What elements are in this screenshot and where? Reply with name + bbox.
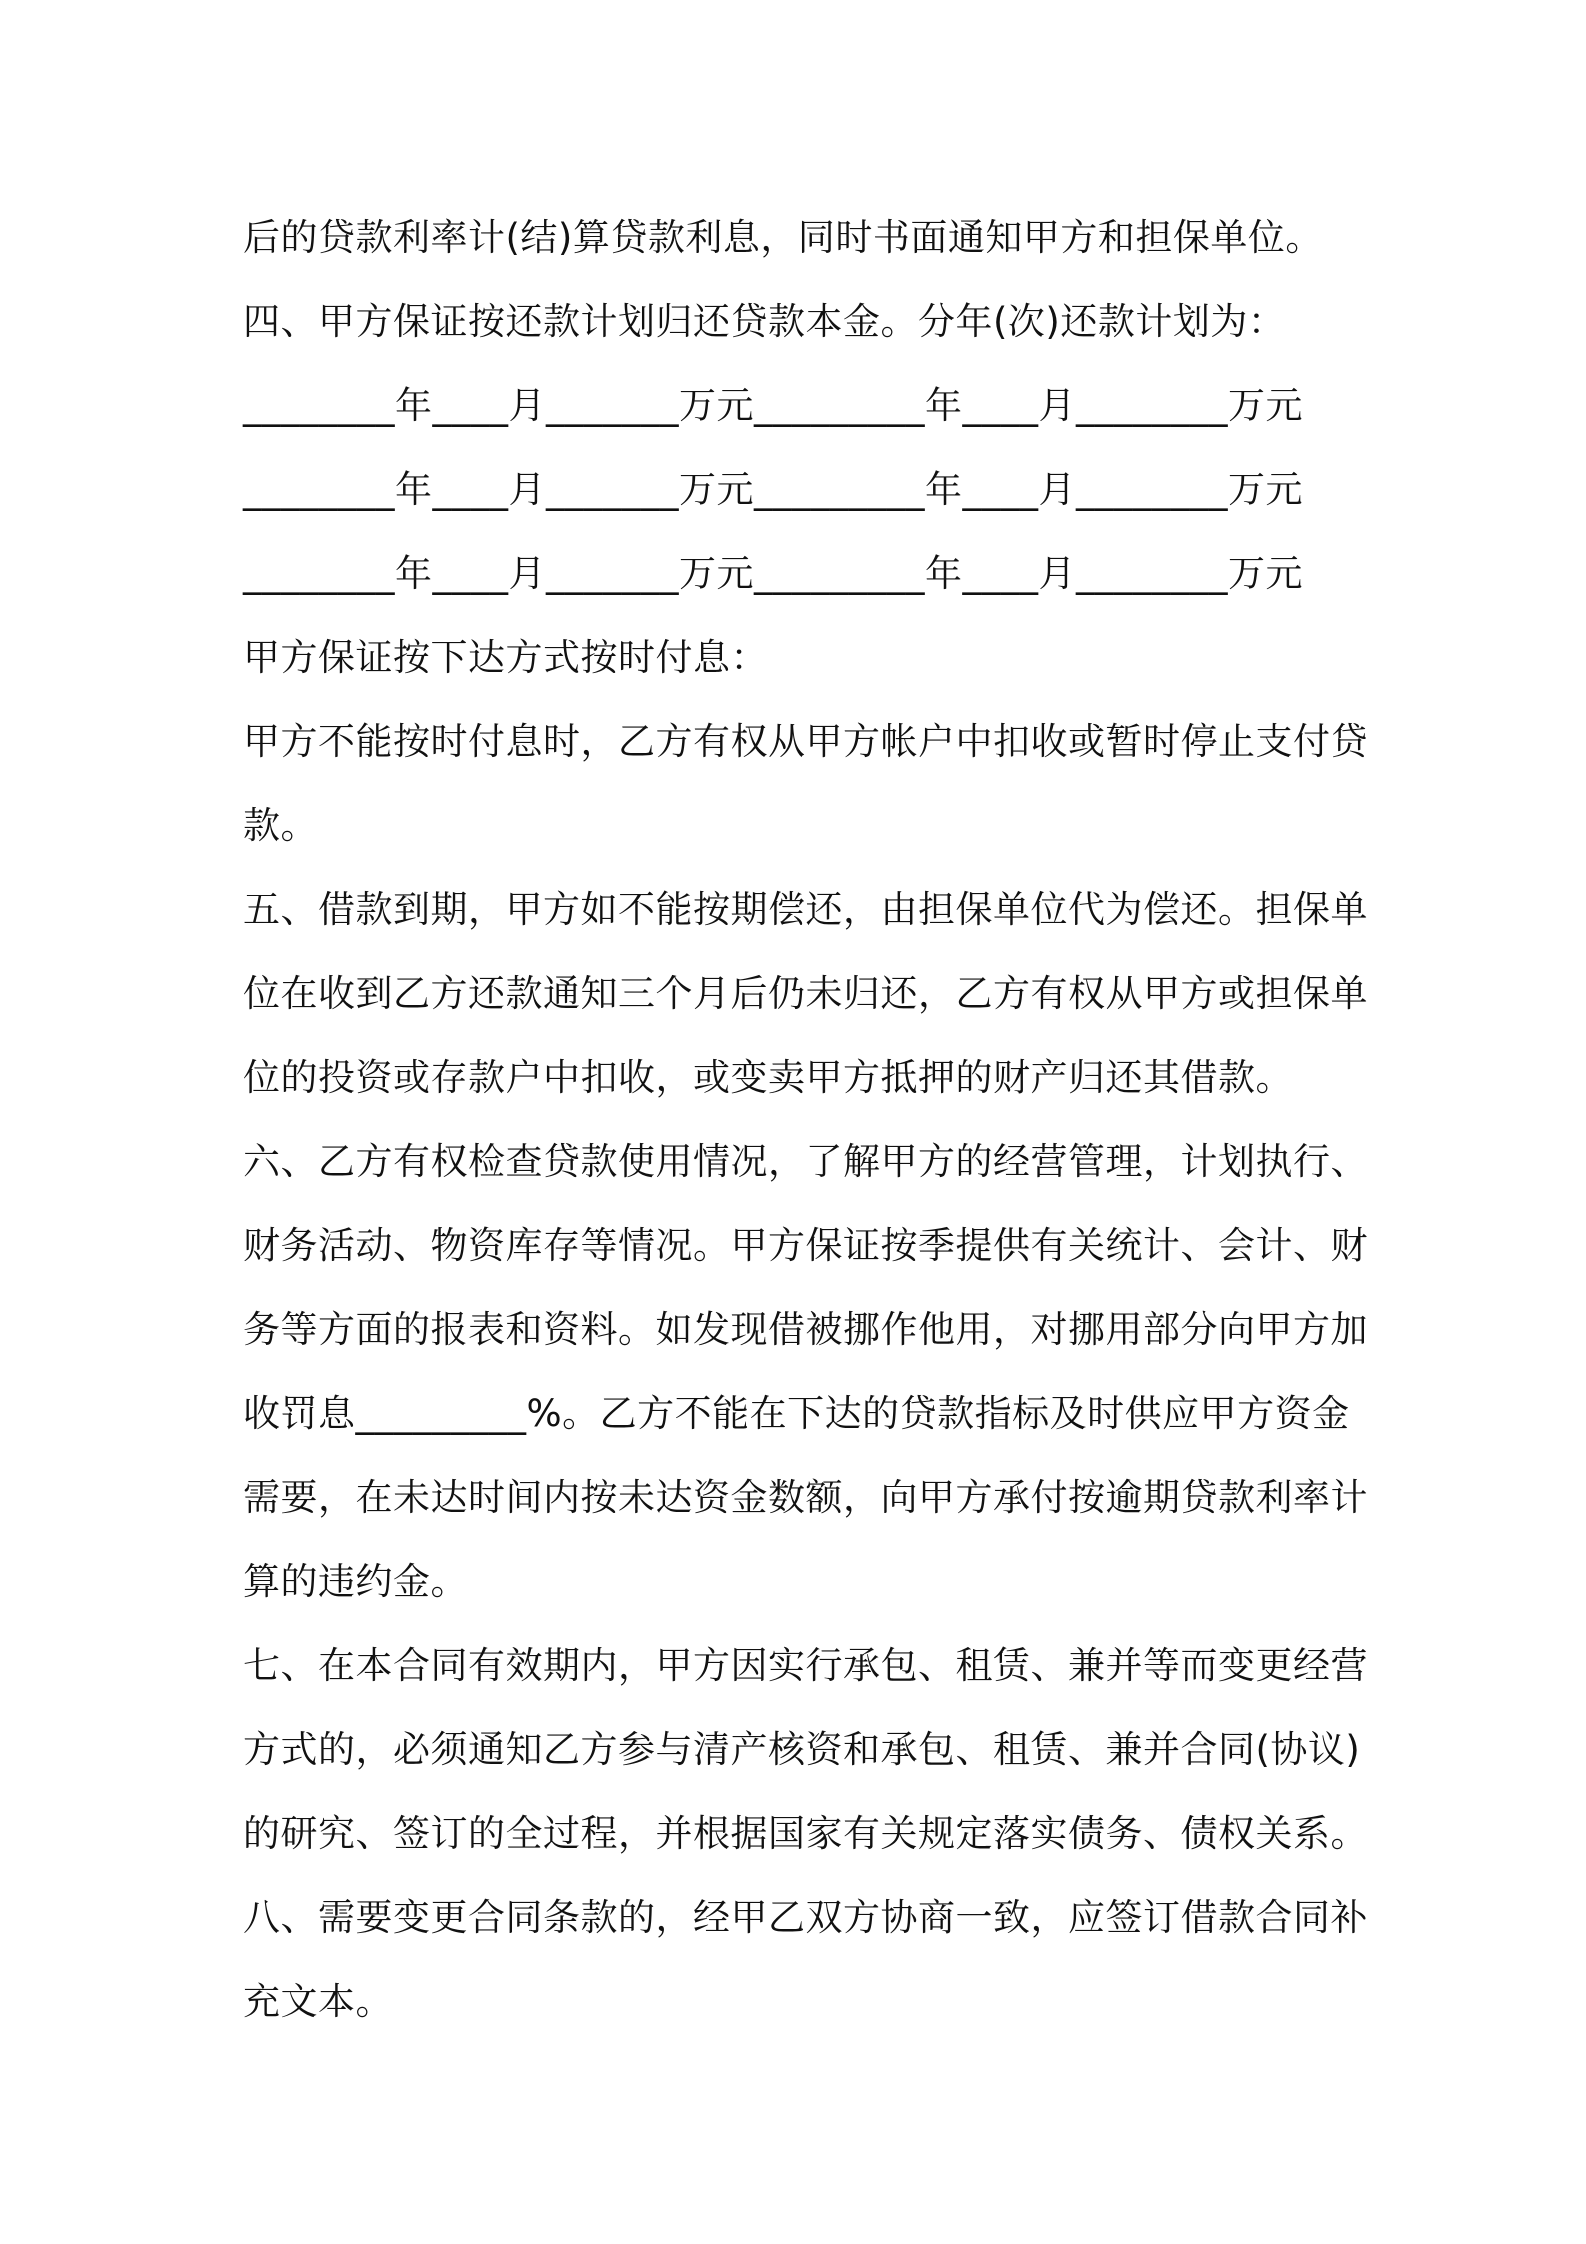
- text-line: ________年____月_______万元_________年____月________万元: [243, 384, 1303, 427]
- text-line: 充文本。: [243, 1980, 393, 2023]
- text-line: 位的投资或存款户中扣收，或变卖甲方抵押的财产归还其借款。: [243, 1056, 1293, 1099]
- text-line: 需要，在未达时间内按未达资金数额，向甲方承付按逾期贷款利率计: [243, 1476, 1368, 1519]
- text-line: 后的贷款利率计(结)算贷款利息，同时书面通知甲方和担保单位。: [243, 216, 1323, 259]
- text-line: 收罚息_________%。乙方不能在下达的贷款指标及时供应甲方资金: [243, 1392, 1350, 1435]
- text-line: 七、在本合同有效期内，甲方因实行承包、租赁、兼并等而变更经营: [243, 1644, 1368, 1687]
- text-line: 甲方不能按时付息时，乙方有权从甲方帐户中扣收或暂时停止支付贷: [243, 720, 1368, 763]
- text-line: 算的违约金。: [243, 1560, 468, 1603]
- text-line: 款。: [243, 804, 318, 847]
- document-body: [243, 196, 1368, 2044]
- text-line: 的研究、签订的全过程，并根据国家有关规定落实债务、债权关系。: [243, 1812, 1368, 1855]
- text-line: 财务活动、物资库存等情况。甲方保证按季提供有关统计、会计、财: [243, 1224, 1368, 1267]
- text-line: 甲方保证按下达方式按时付息：: [243, 636, 768, 679]
- text-line: 八、需要变更合同条款的，经甲乙双方协商一致，应签订借款合同补: [243, 1896, 1368, 1939]
- text-line: 五、借款到期，甲方如不能按期偿还，由担保单位代为偿还。担保单: [243, 888, 1368, 931]
- text-line: 位在收到乙方还款通知三个月后仍未归还，乙方有权从甲方或担保单: [243, 972, 1368, 1015]
- text-line: 六、乙方有权检查贷款使用情况，了解甲方的经营管理，计划执行、: [243, 1140, 1368, 1183]
- text-line: 方式的，必须通知乙方参与清产核资和承包、租赁、兼并合同(协议): [243, 1728, 1361, 1771]
- text-line: 务等方面的报表和资料。如发现借被挪作他用，对挪用部分向甲方加: [243, 1308, 1368, 1351]
- text-line: ________年____月_______万元_________年____月________万元: [243, 552, 1303, 595]
- text-line: ________年____月_______万元_________年____月________万元: [243, 468, 1303, 511]
- text-line: 四、甲方保证按还款计划归还贷款本金。分年(次)还款计划为：: [243, 300, 1286, 343]
